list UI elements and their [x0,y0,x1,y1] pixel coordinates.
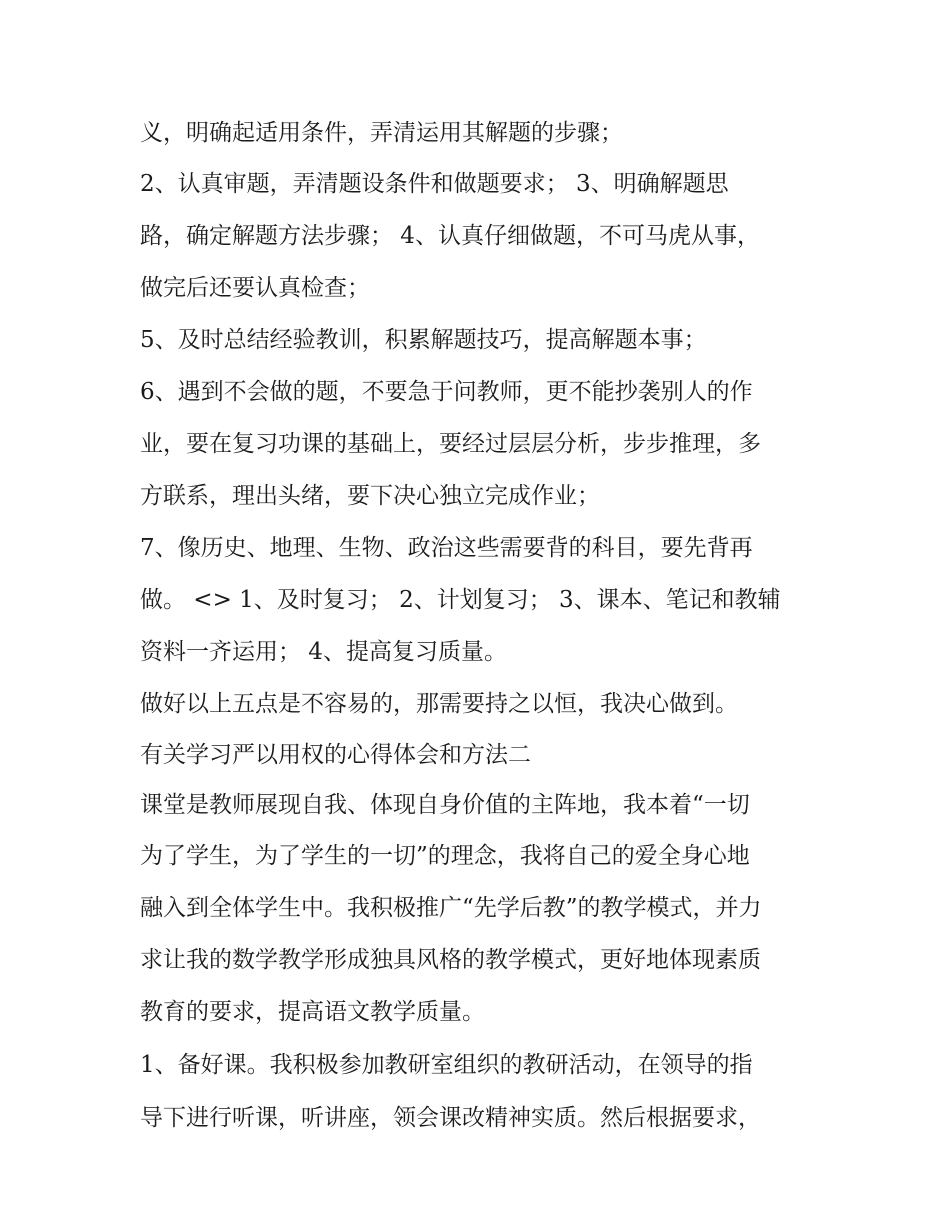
body-text [140,108,830,1144]
text-line: 义，明确起适用条件，弄清运用其解题的步骤； [140,120,623,146]
text-line: 导下进行听课，听讲座，领会课改精神实质。然后根据要求， [140,1105,761,1131]
text-line: 7、像历史、地理、生物、政治这些需要背的科目，要先背再 [140,535,753,561]
text-line: 5、及时总结经验教训，积累解题技巧，提高解题本事； [140,327,707,353]
text-line: 做。 <> 1、及时复习； 2、计划复习； 3、课本、笔记和教辅 [140,587,781,613]
text-line: 2、认真审题，弄清题设条件和做题要求； 3、明确解题思 [140,171,729,197]
text-line: 为了学生，为了学生的一切”的理念，我将自己的爱全身心地 [140,843,750,869]
text-line: 6、遇到不会做的题，不要急于问教师，更不能抄袭别人的作 [140,379,753,405]
text-line: 课堂是教师展现自我、体现自身价值的主阵地，我本着“一切 [140,792,750,818]
text-line: 业，要在复习功课的基础上，要经过层层分析，步步推理，多 [140,431,761,457]
text-line: 教育的要求，提高语文教学质量。 [140,999,485,1025]
text-line: 路，确定解题方法步骤； 4、认真仔细做题，不可马虎从事， [140,223,760,249]
text-line: 融入到全体学生中。我积极推广“先学后教”的教学模式，并力 [140,895,762,921]
text-line: 求让我的数学教学形成独具风格的教学模式，更好地体现素质 [140,947,761,973]
section-heading: 有关学习严以用权的心得体会和方法二 [140,742,531,768]
text-line: 做完后还要认真检查； [140,275,370,301]
text-line: 做好以上五点是不容易的，那需要持之以恒，我决心做到。 [140,691,738,717]
text-line: 资料一齐运用； 4、提高复习质量。 [140,639,507,665]
text-line: 方联系，理出头绪，要下决心独立完成作业； [140,483,600,509]
text-line: 1、备好课。我积极参加教研室组织的教研活动，在领导的指 [140,1052,753,1078]
